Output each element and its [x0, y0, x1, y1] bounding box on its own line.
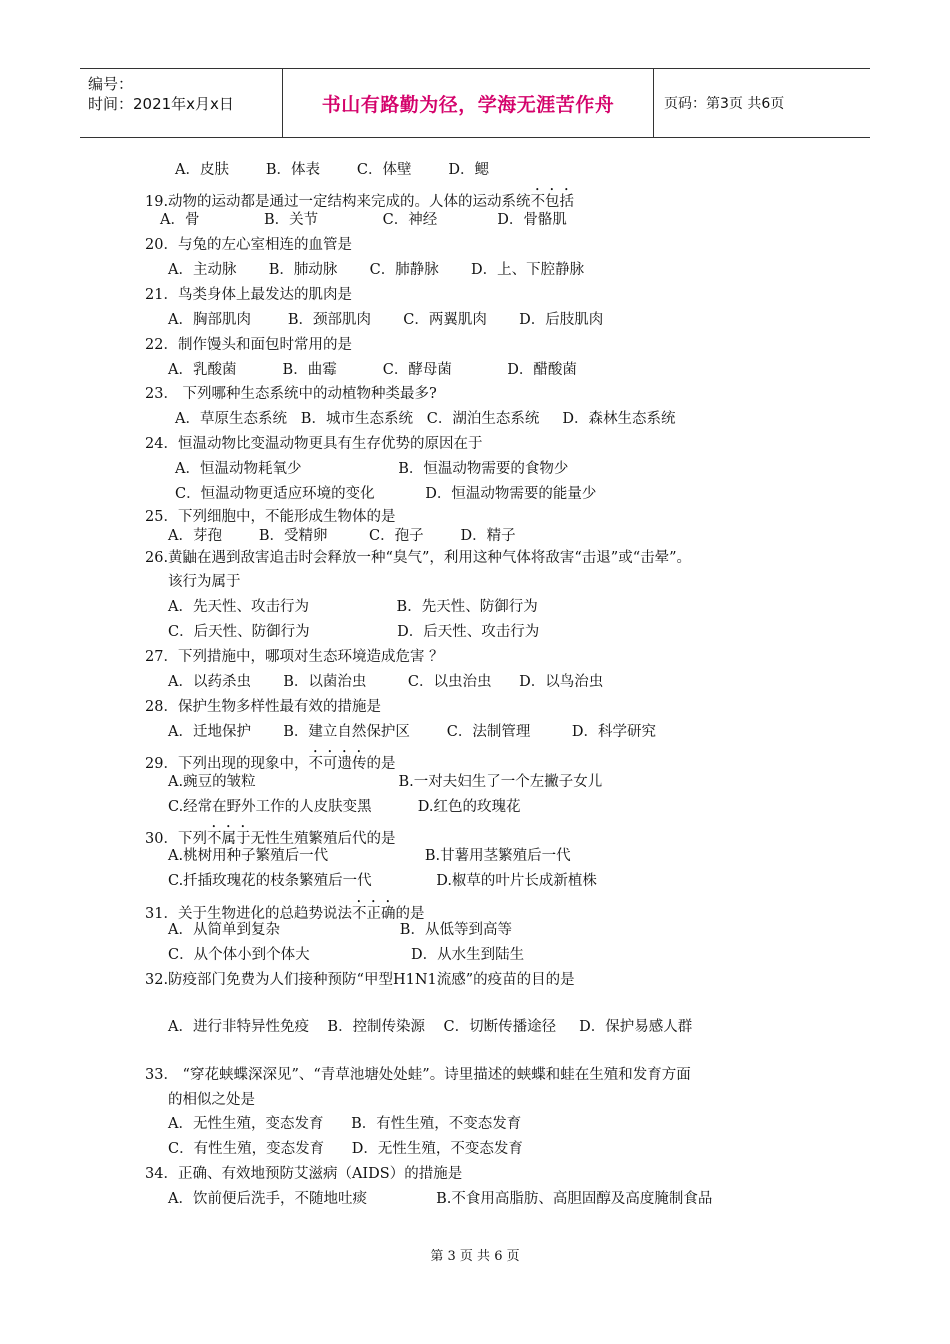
question-27-options: A．以药杀虫 B．以菌治虫 C．以虫治虫 D．以鸟治虫: [168, 674, 604, 690]
question-23-options: A．草原生态系统 B．城市生态系统 C．湖泊生态系统 D．森林生态系统: [175, 411, 676, 427]
header-info-cell: [80, 69, 283, 137]
time-label: 时间：2021年x月x日: [88, 95, 234, 113]
question-19: 19.动物的运动都是通过一定结构来完成的。人体的运动系统不包括: [145, 194, 575, 210]
number-label: 编号：: [88, 75, 134, 93]
question-26-options-row2: C．后天性、防御行为 D．后天性、攻击行为: [168, 624, 540, 640]
emphasis-text: 不属于: [206, 831, 251, 847]
question-32-options: A．进行非特异性免疫 B．控制传染源 C．切断传播途径 D．保护易感人群: [168, 1019, 693, 1035]
question-34-options-row1: A．饮前便后洗手，不随地吐痰 B.不食用高脂肪、高胆固醇及高度腌制食品: [168, 1191, 713, 1207]
question-30-options-row2: C.扦插玫瑰花的枝条繁殖后一代 D.椒草的叶片长成新植株: [168, 873, 597, 889]
emphasis-text: 不正确: [351, 906, 396, 922]
question-28-options: A．迁地保护 B．建立自然保护区 C．法制管理 D．科学研究: [168, 724, 656, 740]
page-header: [80, 68, 870, 138]
question-33-options-row1: A．无性生殖，变态发育 B．有性生殖，不变态发育: [168, 1116, 522, 1132]
question-28: 28．保护生物多样性最有效的措施是: [145, 699, 381, 715]
question-34: 34．正确、有效地预防艾滋病（AIDS）的措施是: [145, 1166, 463, 1182]
question-23: 23． 下列哪种生态系统中的动植物种类最多?: [145, 386, 437, 402]
question-25: 25．下列细胞中，不能形成生物体的是: [145, 509, 396, 525]
question-26: 26.黄鼬在遇到敌害追击时会释放一种“臭气”，利用这种气体将敌害“击退”或“击晕”。: [145, 550, 692, 566]
question-24-options-row2: C．恒温动物更适应环境的变化 D．恒温动物需要的能量少: [175, 486, 597, 502]
header-motto: 书山有路勤为径，学海无涯苦作舟: [283, 69, 654, 137]
question-33-options-row2: C．有性生殖，变态发育 D．无性生殖，不变态发育: [168, 1141, 523, 1157]
question-21-options: A．胸部肌肉 B．颈部肌肉 C．两翼肌肉 D．后肢肌肉: [168, 312, 604, 328]
question-22-options: A．乳酸菌 B．曲霉 C．酵母菌 D．醋酸菌: [168, 362, 577, 378]
question-33: 33． “穿花蛱蝶深深见”、“青草池塘处处蛙”。诗里描述的蛱蝶和蛙在生殖和发育方面: [145, 1067, 691, 1083]
question-33-continued: 的相似之处是: [168, 1092, 255, 1108]
emphasis-text: 不可遗传: [308, 756, 367, 772]
question-22: 22．制作馒头和面包时常用的是: [145, 337, 352, 353]
question-29-options-row1: A.豌豆的皱粒 B.一对夫妇生了一个左撇子女儿: [168, 774, 603, 790]
question-18-options: A．皮肤 B．体表 C．体壁 D．鳃: [175, 162, 489, 178]
question-29: 29．下列出现的现象中，不可遗传的是: [145, 756, 396, 772]
question-31-options-row2: C．从个体小到个体大 D．从水生到陆生: [168, 947, 525, 963]
question-29-options-row2: C.经常在野外工作的人皮肤变黑 D.红色的玫瑰花: [168, 799, 521, 815]
question-20: 20．与兔的左心室相连的血管是: [145, 237, 352, 253]
question-20-options: A．主动脉 B．肺动脉 C．肺静脉 D．上、下腔静脉: [168, 262, 585, 278]
question-31: 31．关于生物进化的总趋势说法不正确的是: [145, 906, 425, 922]
question-19-options: A．骨 B．关节 C．神经 D．骨骼肌: [160, 212, 567, 228]
question-32: 32.防疫部门免费为人们接种预防“甲型H1N1流感”的疫苗的目的是: [145, 972, 575, 988]
question-24: 24．恒温动物比变温动物更具有生存优势的原因在于: [145, 436, 483, 452]
emphasis-text: 不包括: [530, 194, 575, 210]
question-25-options: A．芽孢 B．受精卵 C．孢子 D．精子: [168, 528, 516, 544]
question-30-options-row1: A.桃树用种子繁殖后一代 B.甘薯用茎繁殖后一代: [168, 848, 571, 864]
header-page-label: 页码：第3页 共6页: [664, 96, 785, 112]
question-26-options-row1: A．先天性、攻击行为 B．先天性、防御行为: [168, 599, 538, 615]
question-30: 30．下列不属于无性生殖繁殖后代的是: [145, 831, 396, 847]
question-27: 27．下列措施中，哪项对生态环境造成危害 ？: [145, 649, 444, 665]
question-21: 21．鸟类身体上最发达的肌肉是: [145, 287, 352, 303]
question-24-options-row1: A．恒温动物耗氧少 B．恒温动物需要的食物少: [175, 461, 569, 477]
question-26-continued: 该行为属于: [168, 574, 241, 590]
question-31-options-row1: A．从简单到复杂 B．从低等到高等: [168, 922, 512, 938]
page-footer: 第 3 页 共 6 页: [430, 1249, 520, 1264]
